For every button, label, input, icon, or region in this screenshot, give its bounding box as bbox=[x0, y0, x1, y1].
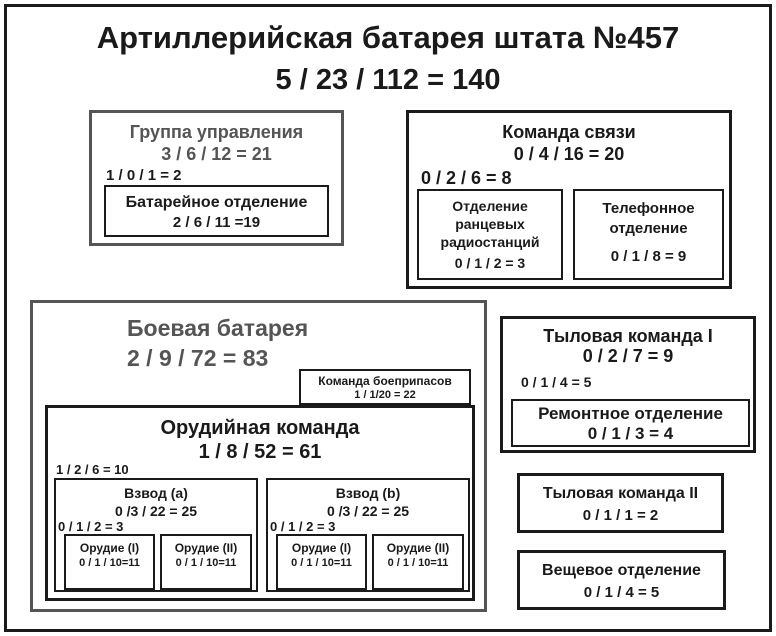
control-group-box bbox=[89, 110, 344, 246]
signal-team-count: 0 / 4 / 16 = 20 bbox=[513, 144, 625, 164]
phone-section-line1: Телефонное bbox=[602, 200, 695, 217]
radio-section-line3: радиостанций bbox=[440, 234, 540, 250]
signal-team-title: Команда связи bbox=[502, 122, 636, 142]
rear-team-1-box bbox=[500, 316, 756, 453]
radio-section-box bbox=[417, 189, 563, 280]
platoon-b-gun-1-count: 0 / 1 / 10=11 bbox=[291, 557, 352, 569]
radio-section-line2: ранцевых bbox=[455, 216, 525, 232]
battery-section-count: 2 / 6 / 11 =19 bbox=[172, 214, 261, 231]
rear-team-2-count: 0 / 1 / 1 = 2 bbox=[582, 507, 659, 524]
platoon-b-gun-1-title: Орудие (I) bbox=[291, 541, 352, 555]
radio-section-count: 0 / 1 / 2 = 3 bbox=[454, 255, 526, 271]
control-group-title: Группа управления bbox=[129, 122, 304, 142]
ammo-team-title: Команда боеприпасов bbox=[318, 374, 452, 388]
gun-team-box bbox=[45, 405, 475, 601]
repair-section-title: Ремонтное отделение bbox=[538, 404, 723, 423]
platoon-b-gun-2-title: Орудие (II) bbox=[386, 541, 450, 555]
rear-team-2-box bbox=[517, 473, 724, 533]
clothing-section-title: Вещевое отделение bbox=[542, 562, 701, 579]
platoon-a-title: Взвод (a) bbox=[124, 485, 188, 501]
platoon-a-gun-2-count: 0 / 1 / 10=11 bbox=[175, 557, 237, 569]
gun-team-count: 1 / 8 / 52 = 61 bbox=[198, 441, 322, 463]
clothing-section-count: 0 / 1 / 4 = 5 bbox=[583, 584, 660, 601]
platoon-a-gun-1-count: 0 / 1 / 10=11 bbox=[79, 557, 140, 569]
combat-battery-count: 2 / 9 / 72 = 83 bbox=[127, 345, 269, 371]
combat-battery-title: Боевая батарея bbox=[127, 315, 309, 341]
phone-section-line2: отделение bbox=[609, 220, 688, 237]
repair-section-box bbox=[511, 399, 750, 447]
combat-battery-box bbox=[30, 300, 487, 612]
repair-section-count: 0 / 1 / 3 = 4 bbox=[587, 424, 674, 443]
rear-team-1-count: 0 / 2 / 7 = 9 bbox=[582, 346, 674, 366]
gun-team-sub: 1 / 2 / 6 = 10 bbox=[56, 462, 129, 477]
platoon-a-gun-2-title: Орудие (II) bbox=[174, 541, 238, 555]
platoon-a-count: 0 /3 / 22 = 25 bbox=[114, 503, 198, 519]
platoon-b-gun-2-box bbox=[372, 534, 464, 590]
gun-team-title: Орудийная команда bbox=[160, 417, 360, 439]
ammo-team-box bbox=[299, 369, 471, 405]
platoon-a-sub: 0 / 1 / 2 = 3 bbox=[58, 519, 124, 534]
platoon-a-gun-2-box bbox=[160, 534, 252, 590]
platoon-b-gun-2-count: 0 / 1 / 10=11 bbox=[387, 557, 449, 569]
total-count: 5 / 23 / 112 = 140 bbox=[275, 64, 501, 96]
platoon-a-box bbox=[54, 478, 258, 592]
ammo-team-count: 1 / 1/20 = 22 bbox=[354, 389, 416, 401]
phone-section-count: 0 / 1 / 8 = 9 bbox=[610, 248, 687, 265]
control-group-count: 3 / 6 / 12 = 21 bbox=[161, 144, 272, 164]
radio-section-line1: Отделение bbox=[452, 198, 528, 214]
platoon-a-gun-1-box bbox=[64, 534, 155, 590]
page-title: Артиллерийская батарея штата №457 bbox=[96, 20, 680, 55]
clothing-section-box bbox=[517, 550, 726, 610]
platoon-b-gun-1-box bbox=[276, 534, 367, 590]
battery-section-title: Батарейное отделение bbox=[125, 194, 308, 211]
platoon-b-sub: 0 / 1 / 2 = 3 bbox=[270, 519, 336, 534]
platoon-b-count: 0 /3 / 22 = 25 bbox=[326, 503, 410, 519]
platoon-b-box bbox=[266, 478, 470, 592]
control-group-sub: 1 / 0 / 1 = 2 bbox=[106, 167, 182, 184]
platoon-b-title: Взвод (b) bbox=[335, 485, 401, 501]
signal-team-sub: 0 / 2 / 6 = 8 bbox=[421, 168, 512, 188]
phone-section-box bbox=[573, 189, 724, 280]
battery-section-box bbox=[104, 185, 329, 237]
rear-team-1-title: Тыловая команда I bbox=[543, 326, 713, 346]
rear-team-1-sub: 0 / 1 / 4 = 5 bbox=[521, 374, 592, 390]
platoon-a-gun-1-title: Орудие (I) bbox=[79, 541, 140, 555]
rear-team-2-title: Тыловая команда II bbox=[542, 485, 699, 502]
signal-team-box bbox=[406, 110, 732, 289]
